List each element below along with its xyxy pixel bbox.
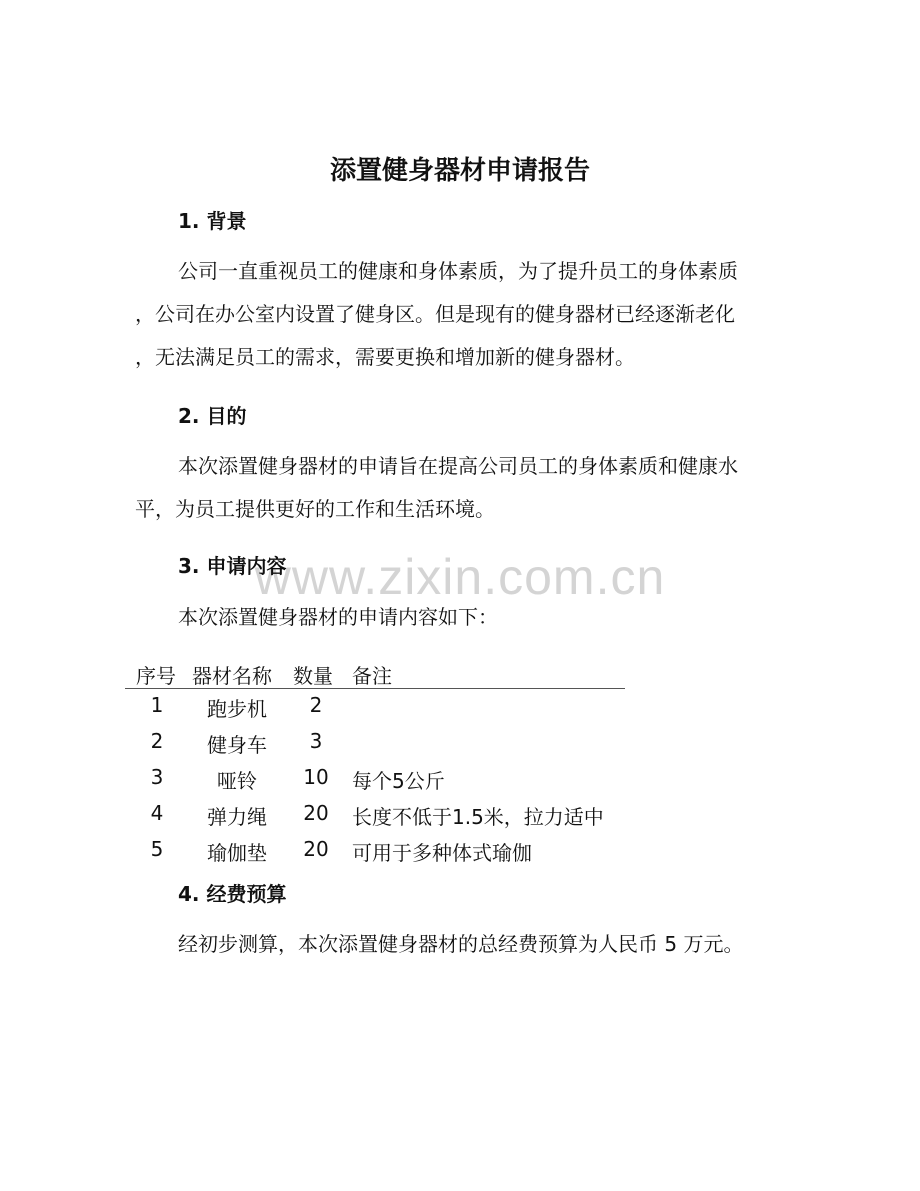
table-header-row — [125, 658, 625, 689]
paragraph-line: 公司一直重视员工的健康和身体素质，为了提升员工的身体素质 — [178, 259, 738, 283]
section-body-content — [135, 596, 795, 639]
document-title: 添置健身器材申请报告 — [329, 156, 590, 186]
table-row — [125, 797, 625, 833]
table-row — [125, 761, 625, 797]
paragraph-line: 平，为员工提供更好的工作和生活环境。 — [135, 497, 495, 521]
table-cell-remark: 可用于多种体式瑜伽 — [352, 841, 532, 865]
table-cell-remark: 每个5公斤 — [352, 769, 445, 793]
table-cell-index: 1 — [150, 693, 164, 717]
section-body-budget — [135, 923, 795, 966]
paragraph-line: ，无法满足员工的需求，需要更换和增加新的健身器材。 — [135, 345, 635, 369]
table-cell-index: 4 — [150, 801, 164, 825]
table-header-index: 序号 — [136, 664, 176, 688]
table-header-quantity: 数量 — [293, 664, 333, 688]
section-body-background — [135, 250, 795, 379]
section-heading-background: 1. 背景 — [178, 209, 247, 233]
table-cell-quantity: 10 — [303, 765, 329, 789]
table-cell-remark: 长度不低于1.5米，拉力适中 — [352, 805, 604, 829]
paragraph-line: 经初步测算，本次添置健身器材的总经费预算为人民币 5 万元。 — [178, 932, 744, 956]
table-row — [125, 833, 625, 869]
table-cell-quantity: 20 — [303, 801, 329, 825]
equipment-table — [125, 658, 625, 869]
watermark: www.zixin.com.cn — [254, 549, 666, 605]
paragraph-line: ，公司在办公室内设置了健身区。但是现有的健身器材已经逐渐老化 — [135, 302, 735, 326]
table-cell-quantity: 2 — [309, 693, 323, 717]
paragraph-line: 本次添置健身器材的申请内容如下： — [178, 605, 498, 629]
table-cell-name: 跑步机 — [207, 697, 267, 721]
table-cell-index: 2 — [150, 729, 164, 753]
table-row — [125, 689, 625, 725]
table-cell-index: 3 — [150, 765, 164, 789]
paragraph-line: 本次添置健身器材的申请旨在提高公司员工的身体素质和健康水 — [178, 454, 738, 478]
section-heading-purpose: 2. 目的 — [178, 404, 247, 428]
table-cell-name: 哑铃 — [217, 769, 257, 793]
table-cell-quantity: 3 — [309, 729, 323, 753]
section-heading-budget: 4. 经费预算 — [178, 882, 287, 906]
section-body-purpose — [135, 445, 795, 531]
table-cell-index: 5 — [150, 837, 164, 861]
table-cell-name: 健身车 — [207, 733, 267, 757]
section-heading-content: 3. 申请内容 — [178, 554, 287, 578]
table-header-remark: 备注 — [352, 664, 392, 688]
table-header-name: 器材名称 — [192, 664, 272, 688]
table-row — [125, 725, 625, 761]
table-cell-quantity: 20 — [303, 837, 329, 861]
table-cell-name: 瑜伽垫 — [207, 841, 267, 865]
table-cell-name: 弹力绳 — [207, 805, 267, 829]
